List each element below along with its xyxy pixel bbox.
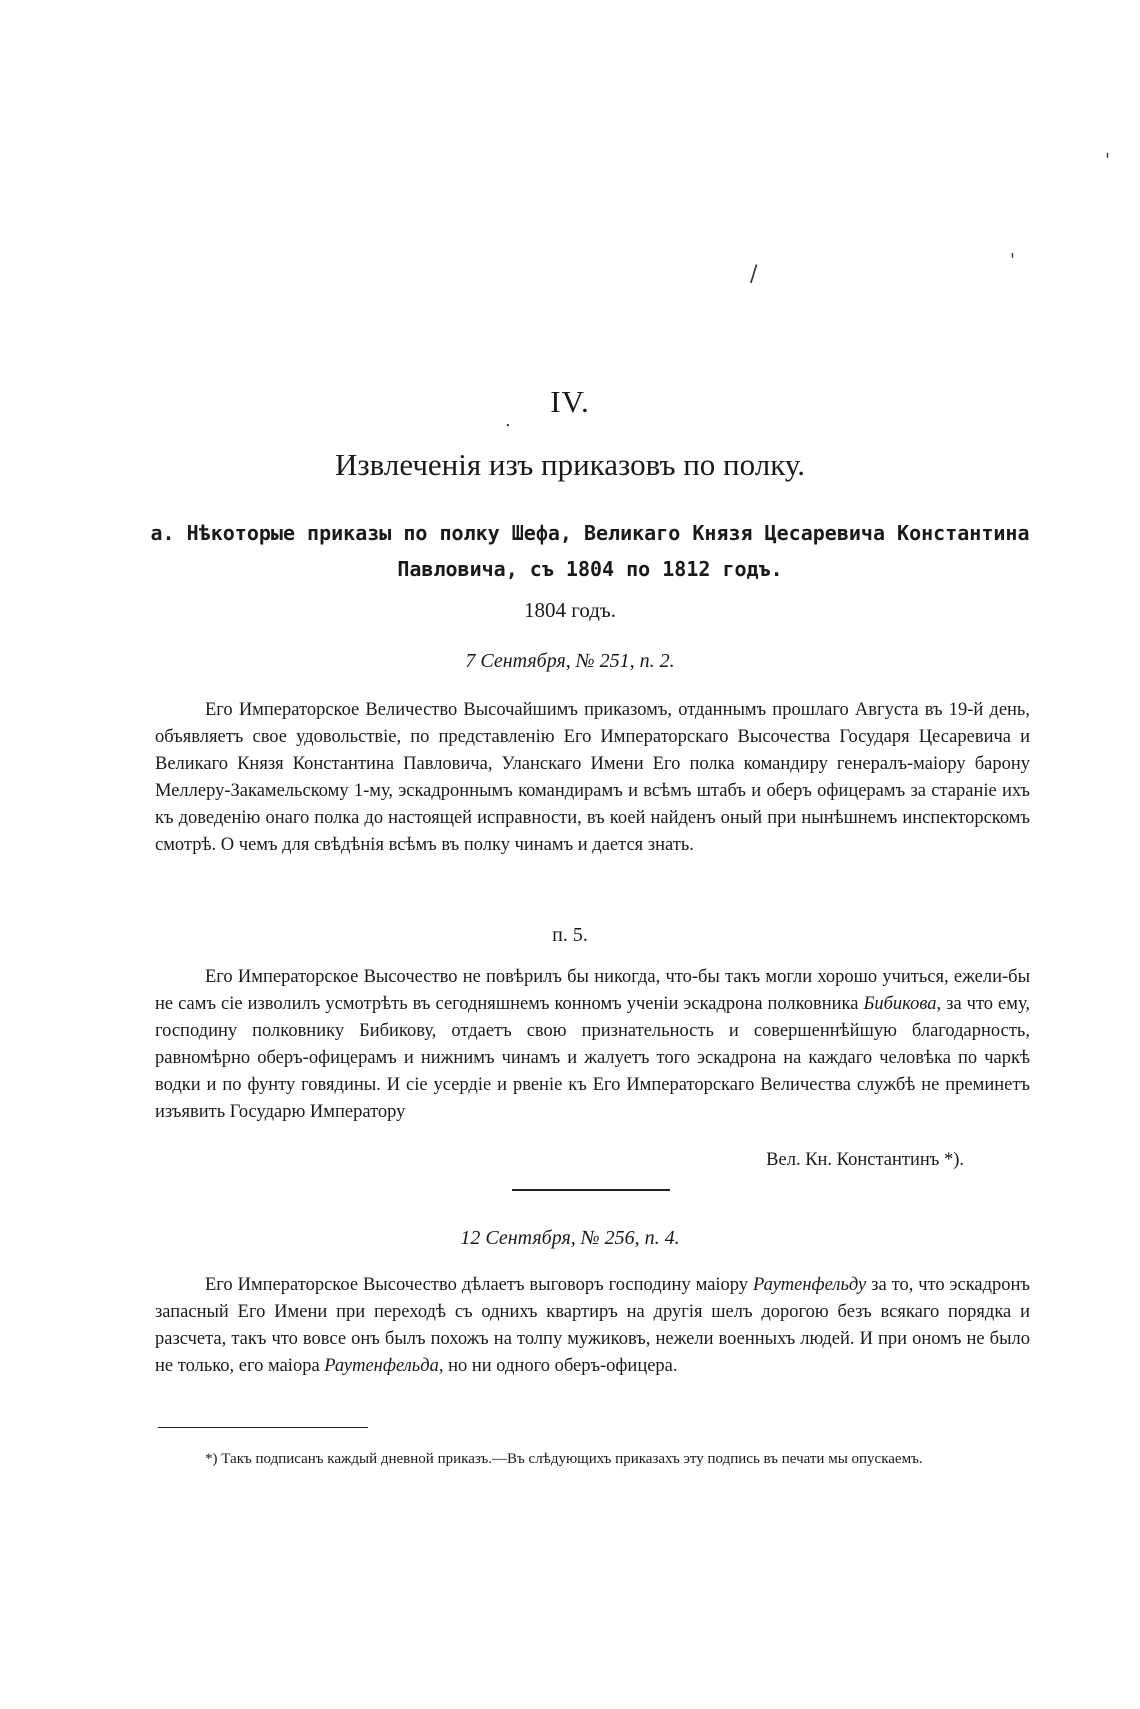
stray-mark: / (750, 262, 758, 287)
stray-mark: ' (1105, 150, 1110, 171)
section-number: IV. (550, 384, 590, 419)
footnote: *) Такъ подписанъ каждый дневной приказъ.—Въ слѣдующихъ приказахъ эту подпись въ печати мы опускаемъ. (205, 1451, 923, 1467)
year-heading: 1804 годъ. (523, 598, 617, 622)
entry-text-italic: Раутенфельду (752, 1275, 867, 1295)
stray-mark: . (505, 410, 511, 431)
footnote-rule (158, 1427, 368, 1428)
section-subtitle: а. Нѣкоторые приказы по полку Шефа, Великаго Князя Цесаревича Константина Павловича, съ 1804 по 1812 годъ. (150, 521, 1030, 581)
signature: Вел. Кн. Константинъ *). (766, 1150, 964, 1170)
entry-date: п. 5. (552, 924, 588, 946)
entry-text-part: , за что ему, господину полковнику Бибикову, отдаетъ свою признательность и совершеннѣйшую благодарность, равномѣрно оберъ-офицерамъ и нижнимъ чинамъ и жалуетъ того эскадрона на каждаго человѣка по чаркѣ водки и по фунту говядины. И сіе усердіе и рвеніе къ Его Императорскаго Величества службѣ не преминетъ изъявить Государю Императору (155, 994, 1031, 1122)
entry-date: 12 Сентября, № 256, п. 4. (460, 1227, 680, 1249)
entry-text (155, 964, 1030, 1126)
section-title: Извлеченія изъ приказовъ по полку. (335, 447, 805, 482)
entry-date: 7 Сентября, № 251, п. 2. (465, 650, 675, 672)
stray-mark: ' (1010, 250, 1015, 271)
entry-text-part: за то, что эскадронъ запасный Его Имени при переходѣ съ однихъ квартиръ на другія шелъ дорогою безъ всякаго порядка и разсчета, такъ что вовсе онъ былъ похожъ на толпу мужиковъ, нежели военныхъ людей. И при ономъ не было не только, его маіора (155, 1275, 1030, 1376)
entry-text-italic: Бибикова (863, 994, 937, 1014)
entry-text: Его Императорское Величество Высочайшимъ приказомъ, отданнымъ прошлаго Августа въ 19-й день, объявляетъ свое удовольствіе, по представленію Его Императорскаго Высочества Государя Цесаревича и Великаго Князя Константина Павловича, Уланскаго Имени Его полка командиру генералъ-маіору барону Меллеру-Закамельскому 1-му, эскадроннымъ командирамъ и всѣмъ штабъ и оберъ офицерамъ за стараніе ихъ къ доведенію онаго полка до настоящей исправности, въ коей найденъ оный при нынѣшнемъ инспекторскомъ смотрѣ. О чемъ для свѣдѣнія всѣмъ въ полку чинамъ и дается знать. (155, 700, 1030, 855)
entry-text-part: Его Императорское Высочество не повѣрилъ бы никогда, что-бы такъ могли хорошо учиться, ежели-бы не самъ сіе изволилъ усмотрѣть въ сегодняшнемъ конномъ ученіи эскадрона полковника (155, 967, 1030, 1014)
entry-text-part: Его Императорское Высочество дѣлаетъ выговоръ господину маіору (205, 1275, 753, 1295)
divider-rule (512, 1189, 670, 1191)
entry-text-part: но ни одного оберъ-офицера. (443, 1356, 678, 1376)
entry-text-italic: Раутенфельда, (324, 1356, 444, 1376)
entry-text (155, 1272, 1030, 1380)
